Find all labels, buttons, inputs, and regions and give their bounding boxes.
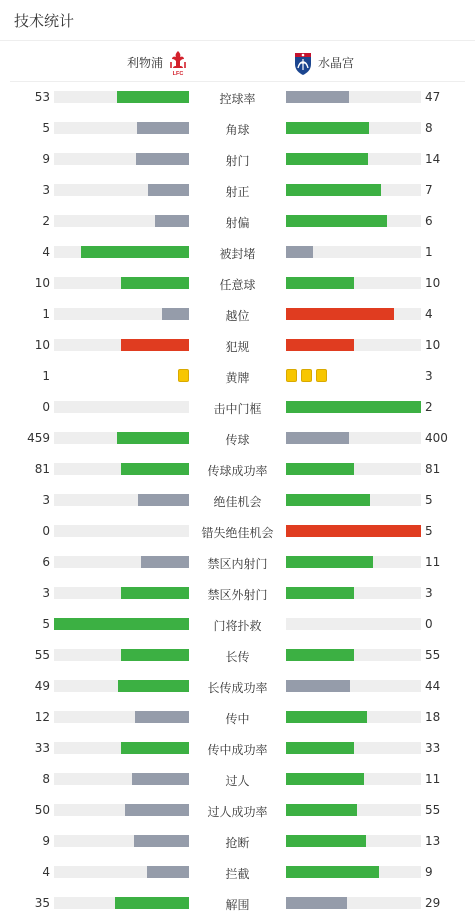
home-bar-track <box>54 246 189 258</box>
home-bar-fill <box>125 804 189 816</box>
stat-label: 解围 <box>225 898 250 912</box>
home-value: 0 <box>42 524 50 538</box>
stat-row <box>0 609 475 640</box>
stat-row <box>0 423 475 454</box>
away-value: 5 <box>425 524 433 538</box>
stat-row <box>0 733 475 764</box>
away-bar-fill <box>286 804 357 816</box>
home-bar-fill <box>121 742 189 754</box>
away-bar-track <box>286 525 421 537</box>
away-value: 55 <box>425 803 441 817</box>
stat-row <box>0 888 475 919</box>
away-bar-track <box>286 246 421 258</box>
away-bar-fill <box>286 649 354 661</box>
home-bar-track <box>54 680 189 692</box>
stat-row <box>0 671 475 702</box>
stat-row <box>0 392 475 423</box>
home-value: 4 <box>42 245 50 259</box>
away-bar-track <box>286 587 421 599</box>
away-value: 14 <box>425 152 441 166</box>
away-bar-track <box>286 773 421 785</box>
home-bar-track <box>54 835 189 847</box>
home-bar-track <box>54 711 189 723</box>
home-bar-fill <box>118 680 189 692</box>
stat-row <box>0 175 475 206</box>
home-value: 81 <box>34 462 50 476</box>
away-bar-fill <box>286 742 354 754</box>
yellow-card-icon <box>286 369 297 382</box>
away-bar-track <box>286 804 421 816</box>
away-value: 13 <box>425 834 441 848</box>
yellow-card-icon <box>301 369 312 382</box>
stat-label: 绝佳机会 <box>213 495 262 509</box>
away-bar-track <box>286 153 421 165</box>
away-bar-fill <box>286 215 387 227</box>
home-bar-track <box>54 277 189 289</box>
home-bar-fill <box>148 184 189 196</box>
away-bar-track <box>286 432 421 444</box>
home-value: 10 <box>34 276 50 290</box>
away-bar-track <box>286 897 421 909</box>
away-value: 10 <box>425 276 441 290</box>
home-value: 9 <box>42 152 50 166</box>
home-bar-track <box>54 618 189 630</box>
away-bar-fill <box>286 773 364 785</box>
stat-row <box>0 144 475 175</box>
home-value: 9 <box>42 834 50 848</box>
away-value: 9 <box>425 865 433 879</box>
home-bar-track <box>54 494 189 506</box>
home-bar-track <box>54 742 189 754</box>
home-bar-track <box>54 339 189 351</box>
home-value: 50 <box>34 803 50 817</box>
away-bar-fill <box>286 308 394 320</box>
home-bar-fill <box>121 649 189 661</box>
home-value: 2 <box>42 214 50 228</box>
home-bar-track <box>54 432 189 444</box>
stat-label: 射正 <box>225 185 250 199</box>
stat-row <box>0 702 475 733</box>
stat-row <box>0 516 475 547</box>
away-bar-track <box>286 308 421 320</box>
home-bar-track <box>54 401 189 413</box>
home-value: 6 <box>42 555 50 569</box>
away-value: 5 <box>425 493 433 507</box>
home-bar-fill <box>134 835 189 847</box>
stat-label: 黄牌 <box>225 371 250 385</box>
home-team-name: 利物浦 <box>126 56 163 70</box>
away-value: 18 <box>425 710 441 724</box>
away-value: 2 <box>425 400 433 414</box>
crystal-palace-crest-icon <box>293 50 313 76</box>
home-value: 12 <box>34 710 50 724</box>
stat-row <box>0 485 475 516</box>
home-bar-fill <box>147 866 189 878</box>
home-bar-fill <box>117 432 189 444</box>
home-bar-fill <box>117 91 189 103</box>
stat-row <box>0 578 475 609</box>
home-bar-fill <box>137 122 189 134</box>
stat-label: 过人 <box>225 774 250 788</box>
away-value: 29 <box>425 896 441 910</box>
away-cards <box>286 369 327 383</box>
home-value: 3 <box>42 493 50 507</box>
home-bar-fill <box>81 246 189 258</box>
away-value: 3 <box>425 369 433 383</box>
away-value: 6 <box>425 214 433 228</box>
stat-label: 过人成功率 <box>207 805 268 819</box>
home-value: 3 <box>42 183 50 197</box>
away-bar-track <box>286 401 421 413</box>
away-bar-fill <box>286 277 354 289</box>
stat-label: 任意球 <box>219 278 256 292</box>
stat-row <box>0 826 475 857</box>
away-bar-track <box>286 742 421 754</box>
away-bar-track <box>286 866 421 878</box>
stat-label: 传球 <box>225 433 250 447</box>
stat-row <box>0 454 475 485</box>
away-bar-fill <box>286 711 367 723</box>
home-bar-track <box>54 804 189 816</box>
stat-row <box>0 857 475 888</box>
home-bar-track <box>54 122 189 134</box>
home-value: 5 <box>42 617 50 631</box>
away-value: 0 <box>425 617 433 631</box>
home-bar-fill <box>121 277 189 289</box>
home-bar-track <box>54 215 189 227</box>
home-bar-track <box>54 308 189 320</box>
away-bar-fill <box>286 835 366 847</box>
away-value: 4 <box>425 307 433 321</box>
away-bar-fill <box>286 246 313 258</box>
away-value: 3 <box>425 586 433 600</box>
home-cards <box>178 369 189 383</box>
stat-label: 控球率 <box>219 92 256 106</box>
home-bar-fill <box>54 618 189 630</box>
away-team-name: 水晶宫 <box>318 56 355 70</box>
stat-label: 禁区外射门 <box>207 588 268 602</box>
stat-row <box>0 299 475 330</box>
home-logo-text: LFC <box>172 71 184 77</box>
home-bar-track <box>54 556 189 568</box>
home-value: 0 <box>42 400 50 414</box>
home-value: 10 <box>34 338 50 352</box>
stat-label: 传中成功率 <box>207 743 268 757</box>
stat-row <box>0 547 475 578</box>
stat-label: 越位 <box>225 309 250 323</box>
away-bar-fill <box>286 556 373 568</box>
away-bar-fill <box>286 680 350 692</box>
stat-row <box>0 361 475 392</box>
home-value: 3 <box>42 586 50 600</box>
home-bar-track <box>54 153 189 165</box>
stat-label: 传球成功率 <box>207 464 268 478</box>
away-value: 33 <box>425 741 441 755</box>
away-bar-track <box>286 184 421 196</box>
stat-label: 传中 <box>225 712 250 726</box>
home-bar-fill <box>155 215 189 227</box>
stat-label: 射门 <box>225 154 250 168</box>
home-value: 1 <box>42 369 50 383</box>
title-bar <box>0 0 475 41</box>
home-value: 1 <box>42 307 50 321</box>
away-value: 47 <box>425 90 441 104</box>
stat-label: 抢断 <box>225 836 250 850</box>
home-bar-track <box>54 587 189 599</box>
away-bar-track <box>286 463 421 475</box>
away-bar-track <box>286 277 421 289</box>
away-bar-fill <box>286 153 368 165</box>
home-value: 4 <box>42 865 50 879</box>
away-bar-fill <box>286 91 349 103</box>
away-bar-fill <box>286 463 354 475</box>
stat-label: 长传成功率 <box>207 681 268 695</box>
home-bar-track <box>54 184 189 196</box>
stat-row <box>0 206 475 237</box>
away-bar-fill <box>286 525 421 537</box>
stat-row <box>0 640 475 671</box>
away-value: 10 <box>425 338 441 352</box>
away-bar-track <box>286 556 421 568</box>
stat-row <box>0 764 475 795</box>
stat-row <box>0 795 475 826</box>
away-bar-track <box>286 835 421 847</box>
away-bar-fill <box>286 339 354 351</box>
away-bar-fill <box>286 401 421 413</box>
home-value: 35 <box>34 896 50 910</box>
away-bar-track <box>286 91 421 103</box>
away-value: 81 <box>425 462 441 476</box>
away-bar-fill <box>286 122 369 134</box>
stat-label: 被封堵 <box>219 247 256 261</box>
stat-row <box>0 237 475 268</box>
away-bar-track <box>286 711 421 723</box>
home-bar-fill <box>121 339 189 351</box>
stat-row <box>0 330 475 361</box>
stat-label: 角球 <box>225 123 250 137</box>
home-value: 8 <box>42 772 50 786</box>
away-value: 8 <box>425 121 433 135</box>
stat-label: 射偏 <box>225 216 250 230</box>
away-value: 11 <box>425 772 441 786</box>
away-bar-track <box>286 215 421 227</box>
home-bar-fill <box>135 711 189 723</box>
home-value: 459 <box>27 431 50 445</box>
home-bar-fill <box>162 308 189 320</box>
stat-row <box>0 268 475 299</box>
home-bar-fill <box>141 556 189 568</box>
home-bar-fill <box>132 773 189 785</box>
stat-label: 犯规 <box>225 340 250 354</box>
home-value: 55 <box>34 648 50 662</box>
home-bar-track <box>54 463 189 475</box>
away-bar-fill <box>286 897 347 909</box>
home-bar-track <box>54 866 189 878</box>
home-bar-fill <box>136 153 189 165</box>
home-value: 49 <box>34 679 50 693</box>
home-bar-track <box>54 649 189 661</box>
stat-row <box>0 82 475 113</box>
home-bar-fill <box>138 494 189 506</box>
away-value: 400 <box>425 431 448 445</box>
away-bar-fill <box>286 587 354 599</box>
stat-label: 长传 <box>225 650 250 664</box>
home-bar-track <box>54 91 189 103</box>
page-title: 技术统计 <box>14 12 75 30</box>
home-bar-track <box>54 897 189 909</box>
home-bar-fill <box>121 587 189 599</box>
away-value: 7 <box>425 183 433 197</box>
away-bar-fill <box>286 432 349 444</box>
away-bar-fill <box>286 494 370 506</box>
away-value: 44 <box>425 679 441 693</box>
away-bar-track <box>286 618 421 630</box>
stat-label: 错失绝佳机会 <box>201 526 274 540</box>
stat-label: 禁区内射门 <box>207 557 268 571</box>
home-bar-track <box>54 773 189 785</box>
home-bar-fill <box>115 897 189 909</box>
home-bar-fill <box>121 463 189 475</box>
away-value: 11 <box>425 555 441 569</box>
away-bar-track <box>286 494 421 506</box>
yellow-card-icon <box>316 369 327 382</box>
stat-row <box>0 113 475 144</box>
home-value: 33 <box>34 741 50 755</box>
yellow-card-icon <box>178 369 189 382</box>
stat-label: 击中门框 <box>213 402 262 416</box>
team-header <box>10 42 465 82</box>
stat-label: 门将扑救 <box>213 619 262 633</box>
stat-label: 拦截 <box>225 867 250 881</box>
away-bar-fill <box>286 184 381 196</box>
away-bar-track <box>286 122 421 134</box>
away-bar-track <box>286 649 421 661</box>
away-bar-track <box>286 339 421 351</box>
home-value: 5 <box>42 121 50 135</box>
home-value: 53 <box>34 90 50 104</box>
away-value: 1 <box>425 245 433 259</box>
away-bar-fill <box>286 866 379 878</box>
away-value: 55 <box>425 648 441 662</box>
home-bar-track <box>54 525 189 537</box>
liverpool-crest-icon <box>168 50 188 78</box>
away-bar-track <box>286 680 421 692</box>
